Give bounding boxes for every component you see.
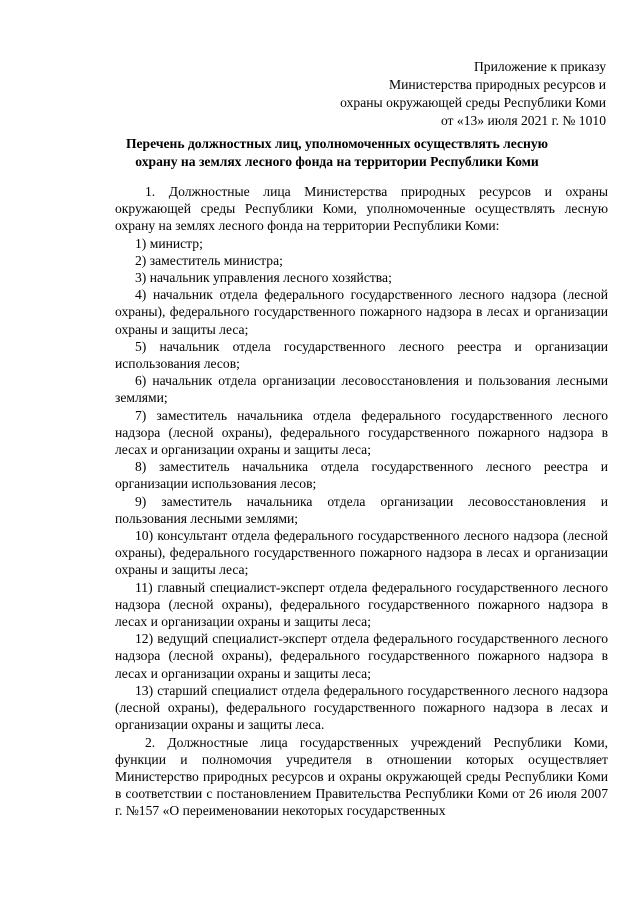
header-line-date-number: от «13» июля 2021 г. № 1010 xyxy=(440,113,606,128)
header-line-appendix: Приложение к приказу xyxy=(473,59,606,74)
list-item-8: 8) заместитель начальника отдела государственного лесного реестра и организации использования лесов; xyxy=(115,459,608,492)
title-line-1: Перечень должностных лиц, уполномоченных осуществлять лесную xyxy=(125,136,549,151)
order-appendix-header xyxy=(286,58,606,130)
list-item-2: 2) заместитель министра; xyxy=(135,252,283,268)
list-item-12: 12) ведущий специалист-эксперт отдела федерального государственного лесного надзора (лесной охраны), федерального государственного пожарного надзора в лесах и организации охраны и защиты леса; xyxy=(115,631,608,681)
list-item-9: 9) заместитель начальника отдела организации лесовосстановления и пользования лесными землями; xyxy=(115,493,608,526)
paragraph-2-institutions: 2. Должностные лица государственных учреждений Республики Коми, функции и полномочия учредителя в отношении которых осуществляет Министерство природных ресурсов и охраны окружающей среды Республики Коми в соответствии с постановлением Правительства Республики Коми от 26 июля 2007 г. №157 «О переименовании некоторых государственных xyxy=(115,734,608,819)
list-item-13: 13) старший специалист отдела федерального государственного лесного надзора (лесной охраны), федерального государственного пожарного надзора в лесах и организации охраны и защиты леса. xyxy=(115,682,608,733)
document-title xyxy=(100,135,574,171)
header-line-ministry-cont: охраны окружающей среды Республики Коми xyxy=(340,95,606,110)
list-item-3: 3) начальник управления лесного хозяйства; xyxy=(135,270,392,286)
list-item-7: 7) заместитель начальника отдела федерального государственного лесного надзора (лесной охраны), федерального государственного пожарного надзора в лесах и организации охраны и защиты леса; xyxy=(115,407,608,458)
list-item-1: 1) министр; xyxy=(135,235,203,251)
list-item-6: 6) начальник отдела организации лесовосстановления и пользования лесными землями; xyxy=(115,373,608,406)
paragraph-1-intro: 1. Должностные лица Министерства природных ресурсов и охраны окружающей среды Республики Коми, уполномоченные осуществлять лесную охрану на землях лесного фонда на территории Республики Коми: xyxy=(115,184,608,234)
list-item-11: 11) главный специалист-эксперт отдела федерального государственного лесного надзора (лесной охраны), федерального государственного пожарного надзора в лесах и организации охраны и защиты леса; xyxy=(115,579,608,630)
list-item-5: 5) начальник отдела государственного лесного реестра и организации использования лесов; xyxy=(115,338,608,372)
header-line-ministry: Министерства природных ресурсов и xyxy=(389,77,606,92)
list-item-10: 10) консультант отдела федерального государственного лесного надзора (лесной охраны), федерального государственного пожарного надзора в лесах и организации охраны и защиты леса; xyxy=(115,528,608,578)
title-line-2: охрану на землях лесного фонда на территории Республики Коми xyxy=(135,154,539,169)
list-item-4: 4) начальник отдела федерального государственного лесного надзора (лесной охраны), федерального государственного пожарного надзора в лесах и организации охраны и защиты леса; xyxy=(115,287,608,337)
document-body xyxy=(115,183,608,820)
